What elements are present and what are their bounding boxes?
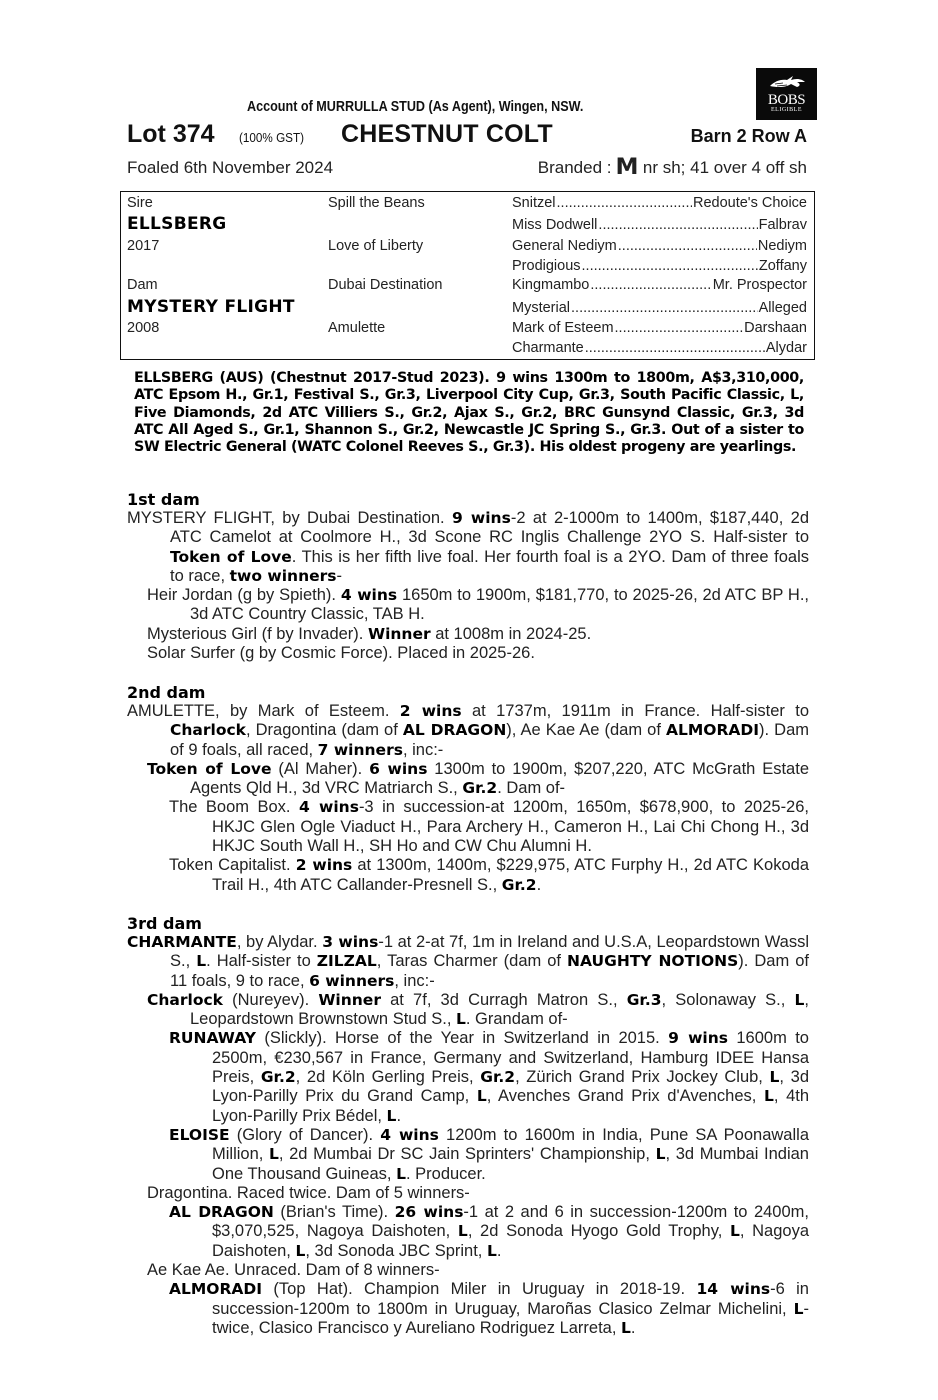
- brand-info: [510, 155, 807, 180]
- bold-text: Gr.2: [462, 779, 498, 798]
- text: 1600m to 2500m, €230,567 in France, Germany and Switzerland, Hamburg IDEE Hansa Preis,: [212, 1029, 809, 1087]
- pedigree-g3-row: [512, 300, 807, 316]
- foaling-date: Foaled 6th November 2024: [127, 158, 334, 177]
- leader-dots: [618, 238, 757, 254]
- pedigree-g3-row: [512, 258, 807, 274]
- bold-text: Winner: [367, 624, 431, 643]
- family-entry: [127, 991, 809, 1030]
- lot-number: Lot 374: [127, 120, 215, 148]
- text: (Top Hat). Champion Miler in Uruguay in 2018-19.: [262, 1280, 697, 1299]
- bold-text: AL DRAGON: [402, 721, 507, 740]
- g3-sire: Falbrav: [758, 217, 807, 233]
- horse-description: CHESTNUT COLT: [341, 120, 553, 148]
- bold-text: L: [769, 1068, 780, 1087]
- text: , 2d Mumbai Dr SC Jain Sprinters' Championship,: [278, 1145, 656, 1164]
- g3-sire: Darshaan: [744, 320, 807, 336]
- text: The Boom Box.: [169, 798, 299, 817]
- g3-name: Mark of Esteem: [512, 320, 614, 336]
- text: -twice, Clasico Francisco y Aureliano Rodriguez Larreta,: [212, 1299, 809, 1337]
- text: .: [396, 1106, 402, 1125]
- text: -6 in succession-1200m to 1800m in Uruguay, Maroñas Clasico Zelmar Michelini,: [212, 1280, 809, 1318]
- family-entry: [127, 625, 809, 644]
- family-entry: [127, 933, 809, 991]
- logo-text-eligible: ELIGIBLE: [771, 107, 802, 113]
- g3-name: General Nediym: [512, 238, 617, 254]
- text: (Brian's Time).: [273, 1203, 395, 1222]
- text: , 2d Sonoda Hyogo Gold Trophy,: [467, 1222, 730, 1241]
- text: .: [536, 875, 542, 894]
- text: , Zürich Grand Prix Jockey Club,: [515, 1068, 770, 1087]
- leader-dots: [557, 195, 692, 211]
- bold-text: 3 wins: [322, 933, 379, 951]
- leader-dots: [571, 300, 758, 316]
- g3-name: Mysterial: [512, 300, 571, 316]
- bold-text: L: [794, 990, 805, 1009]
- bold-text: ELOISE: [169, 1125, 230, 1144]
- text: at 1737m, 1911m in France. Half-sister to: [461, 702, 809, 720]
- text: ). Dam of 9 foals, all raced,: [170, 721, 810, 759]
- bold-text: L: [476, 1087, 487, 1106]
- bold-text: ALMORADI: [665, 721, 760, 740]
- text: -1 at 2 and 6 in succession-1200m to 2400m, $3,070,525, Nagoya Daishoten,: [212, 1203, 809, 1241]
- text: . This is her fifth live foal. Her fourth foal is a 2YO. Dam of three foals to race,: [170, 547, 809, 585]
- text: , Dragontina (dam of: [245, 721, 403, 740]
- text: 1300m to 1900m, $207,220, ATC McGrath Estate Agents Qld H., 3d VRC Matriarch S.,: [190, 759, 809, 798]
- bold-text: Gr.3: [626, 990, 662, 1009]
- bold-text: 14 wins: [696, 1280, 771, 1299]
- g3-name: Charmante: [512, 340, 584, 356]
- family-entries: [127, 702, 809, 895]
- text: , Solonaway S.,: [661, 990, 795, 1009]
- text: ). Dam of 11 foals, 9 to race,: [170, 952, 809, 990]
- sire-sire: Spill the Beans: [328, 195, 425, 211]
- text: , 4th Lyon-Parilly Prix Bédel,: [212, 1087, 810, 1125]
- text: . Half-sister to: [206, 952, 317, 971]
- text: . Grandam of-: [465, 1010, 568, 1029]
- text: (Slickly). Horse of the Year in Switzerland in 2015.: [255, 1029, 669, 1048]
- bold-text: ZILZAL: [316, 952, 377, 971]
- pedigree-table: [120, 191, 815, 360]
- sire-name: ELLSBERG: [127, 214, 227, 234]
- family-entry: [127, 644, 809, 663]
- g3-name: Snitzel: [512, 195, 556, 211]
- bold-text: 6 wins: [369, 759, 428, 778]
- horse-head-icon: [767, 72, 807, 92]
- text: 1200m to 1600m in India, Pune SA Poonawalla Million,: [212, 1125, 809, 1164]
- dam-name: MYSTERY FLIGHT: [127, 297, 295, 317]
- text: Token Capitalist.: [169, 856, 296, 875]
- bold-text: Token of Love: [170, 547, 292, 566]
- bold-text: 2 wins: [399, 702, 462, 720]
- section-heading: 1st dam: [127, 490, 200, 509]
- leader-dots: [585, 340, 765, 356]
- text: -1 at 2-at 7f, 1m in Ireland and U.S.A, Leopardstown Wassl S.,: [170, 933, 810, 971]
- family-entry: [127, 760, 809, 799]
- dam-label: Dam: [127, 277, 158, 293]
- bold-text: L: [763, 1087, 774, 1106]
- text: AMULETTE, by Mark of Esteem.: [127, 702, 400, 720]
- text: .: [496, 1241, 502, 1260]
- bold-text: Gr.2: [260, 1068, 296, 1087]
- bold-text: Gr.2: [480, 1068, 516, 1087]
- dam-year: 2008: [127, 320, 160, 336]
- family-entries: [127, 933, 809, 1338]
- g3-sire: Alydar: [765, 340, 807, 356]
- bold-text: NAUGHTY NOTIONS: [567, 952, 739, 971]
- text: . Dam of-: [497, 779, 566, 798]
- bold-text: L: [486, 1241, 497, 1260]
- pedigree-g3-row: [512, 238, 807, 254]
- bold-text: RUNAWAY: [169, 1029, 256, 1048]
- bold-text: AL DRAGON: [169, 1203, 274, 1222]
- gst-note: (100% GST): [239, 130, 305, 145]
- text: , 3d Lyon-Parilly Prix du Grand Camp,: [212, 1068, 810, 1106]
- dam-sire: Dubai Destination: [328, 277, 443, 293]
- dam-dam: Amulette: [328, 320, 386, 336]
- text: (Nureyev).: [222, 990, 319, 1009]
- bold-text: 9 wins: [668, 1029, 728, 1048]
- text: , inc:-: [394, 971, 435, 990]
- text: at 1008m in 2024-25.: [430, 624, 592, 643]
- text: ), Ae Kae Ae (dam of: [506, 721, 666, 740]
- bold-text: L: [793, 1299, 804, 1318]
- text: , Taras Charmer (dam of: [376, 952, 568, 971]
- family-entry: [127, 1184, 809, 1203]
- first-dam-section: [127, 490, 809, 663]
- bold-text: L: [396, 1164, 406, 1183]
- bobs-eligible-logo: [756, 68, 817, 120]
- family-entry: [127, 509, 809, 586]
- family-entries: [127, 509, 809, 663]
- bold-text: L: [386, 1106, 397, 1125]
- text: , Nagoya Daishoten,: [212, 1222, 809, 1260]
- bold-text: 6 winners: [309, 971, 395, 990]
- pedigree-g3-row: [512, 217, 807, 233]
- text: Mysterious Girl (f by Invader).: [147, 624, 368, 643]
- text: MYSTERY FLIGHT, by Dubai Destination.: [127, 509, 452, 527]
- family-entry: [127, 586, 809, 625]
- text: , 3d Mumbai Indian One Thousand Guineas,: [212, 1145, 809, 1183]
- leader-dots: [582, 258, 758, 274]
- bold-text: 7 winners: [317, 740, 403, 759]
- g3-sire: Redoute's Choice: [692, 195, 807, 211]
- text: , Avenches Grand Prix d'Avenches,: [486, 1087, 764, 1106]
- vendor-account: Account of MURRULLA STUD (As Agent), Wingen, NSW.: [247, 98, 584, 115]
- text: . Producer.: [405, 1164, 486, 1183]
- bold-text: L: [655, 1145, 666, 1164]
- family-entry: [127, 1029, 809, 1125]
- text: .: [630, 1318, 636, 1337]
- bold-text: Charlock: [147, 990, 223, 1009]
- bold-text: 26 wins: [394, 1203, 464, 1222]
- family-entry: [127, 798, 809, 856]
- bold-text: two winners: [229, 566, 337, 585]
- text: Dragontina. Raced twice. Dam of 5 winners-: [147, 1183, 470, 1202]
- sire-year: 2017: [127, 238, 160, 254]
- g3-sire: Zoffany: [758, 258, 807, 274]
- family-entry: [127, 856, 809, 895]
- bold-text: L: [196, 952, 207, 971]
- bold-text: Gr.2: [501, 875, 537, 894]
- bold-text: Charlock: [170, 721, 246, 740]
- section-heading: 3rd dam: [127, 914, 202, 933]
- family-entry: [127, 1280, 809, 1338]
- sire-summary: ELLSBERG (AUS) (Chestnut 2017-Stud 2023). 9 wins 1300m to 1800m, A$3,310,000, ATC Epsom H., Gr.1, Festival S., Gr.3, Liverpool City Cup, Gr.3, South Pacific Classic, L, Five Diamonds, 2d ATC Villiers S., Gr.2, Ajax S., Gr.2, BRC Gunsynd Classic, Gr.3, 3d ATC All Aged S., Gr.1, Shannon S., Gr.2, Newcastle JC Spring S., Gr.3. Out of a sister to SW Electric General (WATC Colonel Reeves S., Gr.3). His oldest progeny are yearlings.: [134, 370, 804, 456]
- text: at 1300m, 1400m, $229,975, ATC Furphy H., 2d ATC Kokoda Trail H., 4th ATC Callander-Presnell S.,: [212, 856, 809, 894]
- text: Solar Surfer (g by Cosmic Force). Placed in 2025-26.: [147, 644, 535, 663]
- text: (Glory of Dancer).: [229, 1125, 381, 1144]
- leader-dots: [598, 217, 757, 233]
- g3-sire: Mr. Prospector: [712, 277, 807, 293]
- bold-text: L: [729, 1222, 740, 1241]
- family-entry: [127, 1126, 809, 1184]
- bold-text: 9 wins: [451, 509, 511, 527]
- bold-text: ALMORADI: [169, 1280, 263, 1299]
- family-entry: [127, 1203, 809, 1261]
- text: Heir Jordan (g by Spieth).: [147, 586, 341, 605]
- bold-text: 2 wins: [295, 856, 353, 875]
- barn-location: Barn 2 Row A: [690, 126, 807, 146]
- leader-dots: [615, 320, 744, 336]
- family-entry: [127, 1261, 809, 1280]
- branded-label: Branded :: [537, 158, 612, 177]
- pedigree-g3-row: [512, 195, 807, 211]
- logo-text-bobs: BOBS: [767, 92, 806, 108]
- section-heading: 2nd dam: [127, 683, 206, 702]
- pedigree-g3-row: [512, 320, 807, 336]
- text: Ae Kae Ae. Unraced. Dam of 8 winners-: [147, 1261, 440, 1280]
- lot-header: [127, 120, 807, 154]
- bold-text: L: [455, 1010, 466, 1029]
- text: at 7f, 3d Curragh Matron S.,: [380, 990, 627, 1009]
- family-entry: [127, 702, 809, 760]
- text: , 3d Sonoda JBC Sprint,: [305, 1241, 487, 1260]
- text: -: [336, 566, 342, 585]
- bold-text: Winner: [318, 990, 381, 1009]
- bold-text: L: [295, 1241, 306, 1260]
- g3-sire: Nediym: [757, 238, 807, 254]
- bold-text: CHARMANTE: [127, 933, 237, 951]
- g3-sire: Alleged: [758, 300, 807, 316]
- text: , Leopardstown Brownstown Stud S.,: [190, 990, 809, 1029]
- pedigree-g3-row: [512, 277, 807, 293]
- sire-dam: Love of Liberty: [328, 238, 424, 254]
- bold-text: 4 wins: [380, 1125, 439, 1144]
- text: -2 at 2-1000m to 1400m, $187,440, 2d ATC Camelot at Coolmore H., 3d Scone RC Inglis Challenge 2YO S. Half-sister to: [170, 509, 809, 547]
- third-dam-section: [127, 914, 809, 1338]
- g3-name: Kingmambo: [512, 277, 590, 293]
- bold-text: 4 wins: [298, 798, 359, 817]
- second-dam-section: [127, 683, 809, 895]
- text: , 2d Köln Gerling Preis,: [295, 1068, 481, 1087]
- brand-mark-icon: M: [615, 155, 639, 180]
- bold-text: 4 wins: [340, 586, 398, 605]
- text: 1650m to 1900m, $181,770, to 2025-26, 2d ATC BP H., 3d ATC Country Classic, TAB H.: [190, 586, 809, 624]
- text: (Al Maher).: [271, 759, 370, 778]
- g3-name: Miss Dodwell: [512, 217, 598, 233]
- text: -3 in succession-at 1200m, 1650m, $678,900, to 2025-26, HKJC Glen Ogle Viaduct H., Para Archery H., Cameron H., Lai Chi Chong H., 3d HKJC South Wall H., SH Ho and CW Chu Alumni H.: [212, 798, 809, 856]
- sire-label: Sire: [127, 195, 153, 211]
- bold-text: Token of Love: [147, 759, 272, 778]
- bold-text: L: [621, 1318, 631, 1337]
- leader-dots: [590, 277, 711, 293]
- pedigree-g3-row: [512, 340, 807, 356]
- text: , by Alydar.: [236, 933, 323, 951]
- bold-text: L: [457, 1222, 468, 1241]
- bold-text: L: [269, 1145, 279, 1164]
- branded-details: nr sh; 41 over 4 off sh: [642, 158, 807, 177]
- g3-name: Prodigious: [512, 258, 581, 274]
- text: , inc:-: [402, 740, 444, 759]
